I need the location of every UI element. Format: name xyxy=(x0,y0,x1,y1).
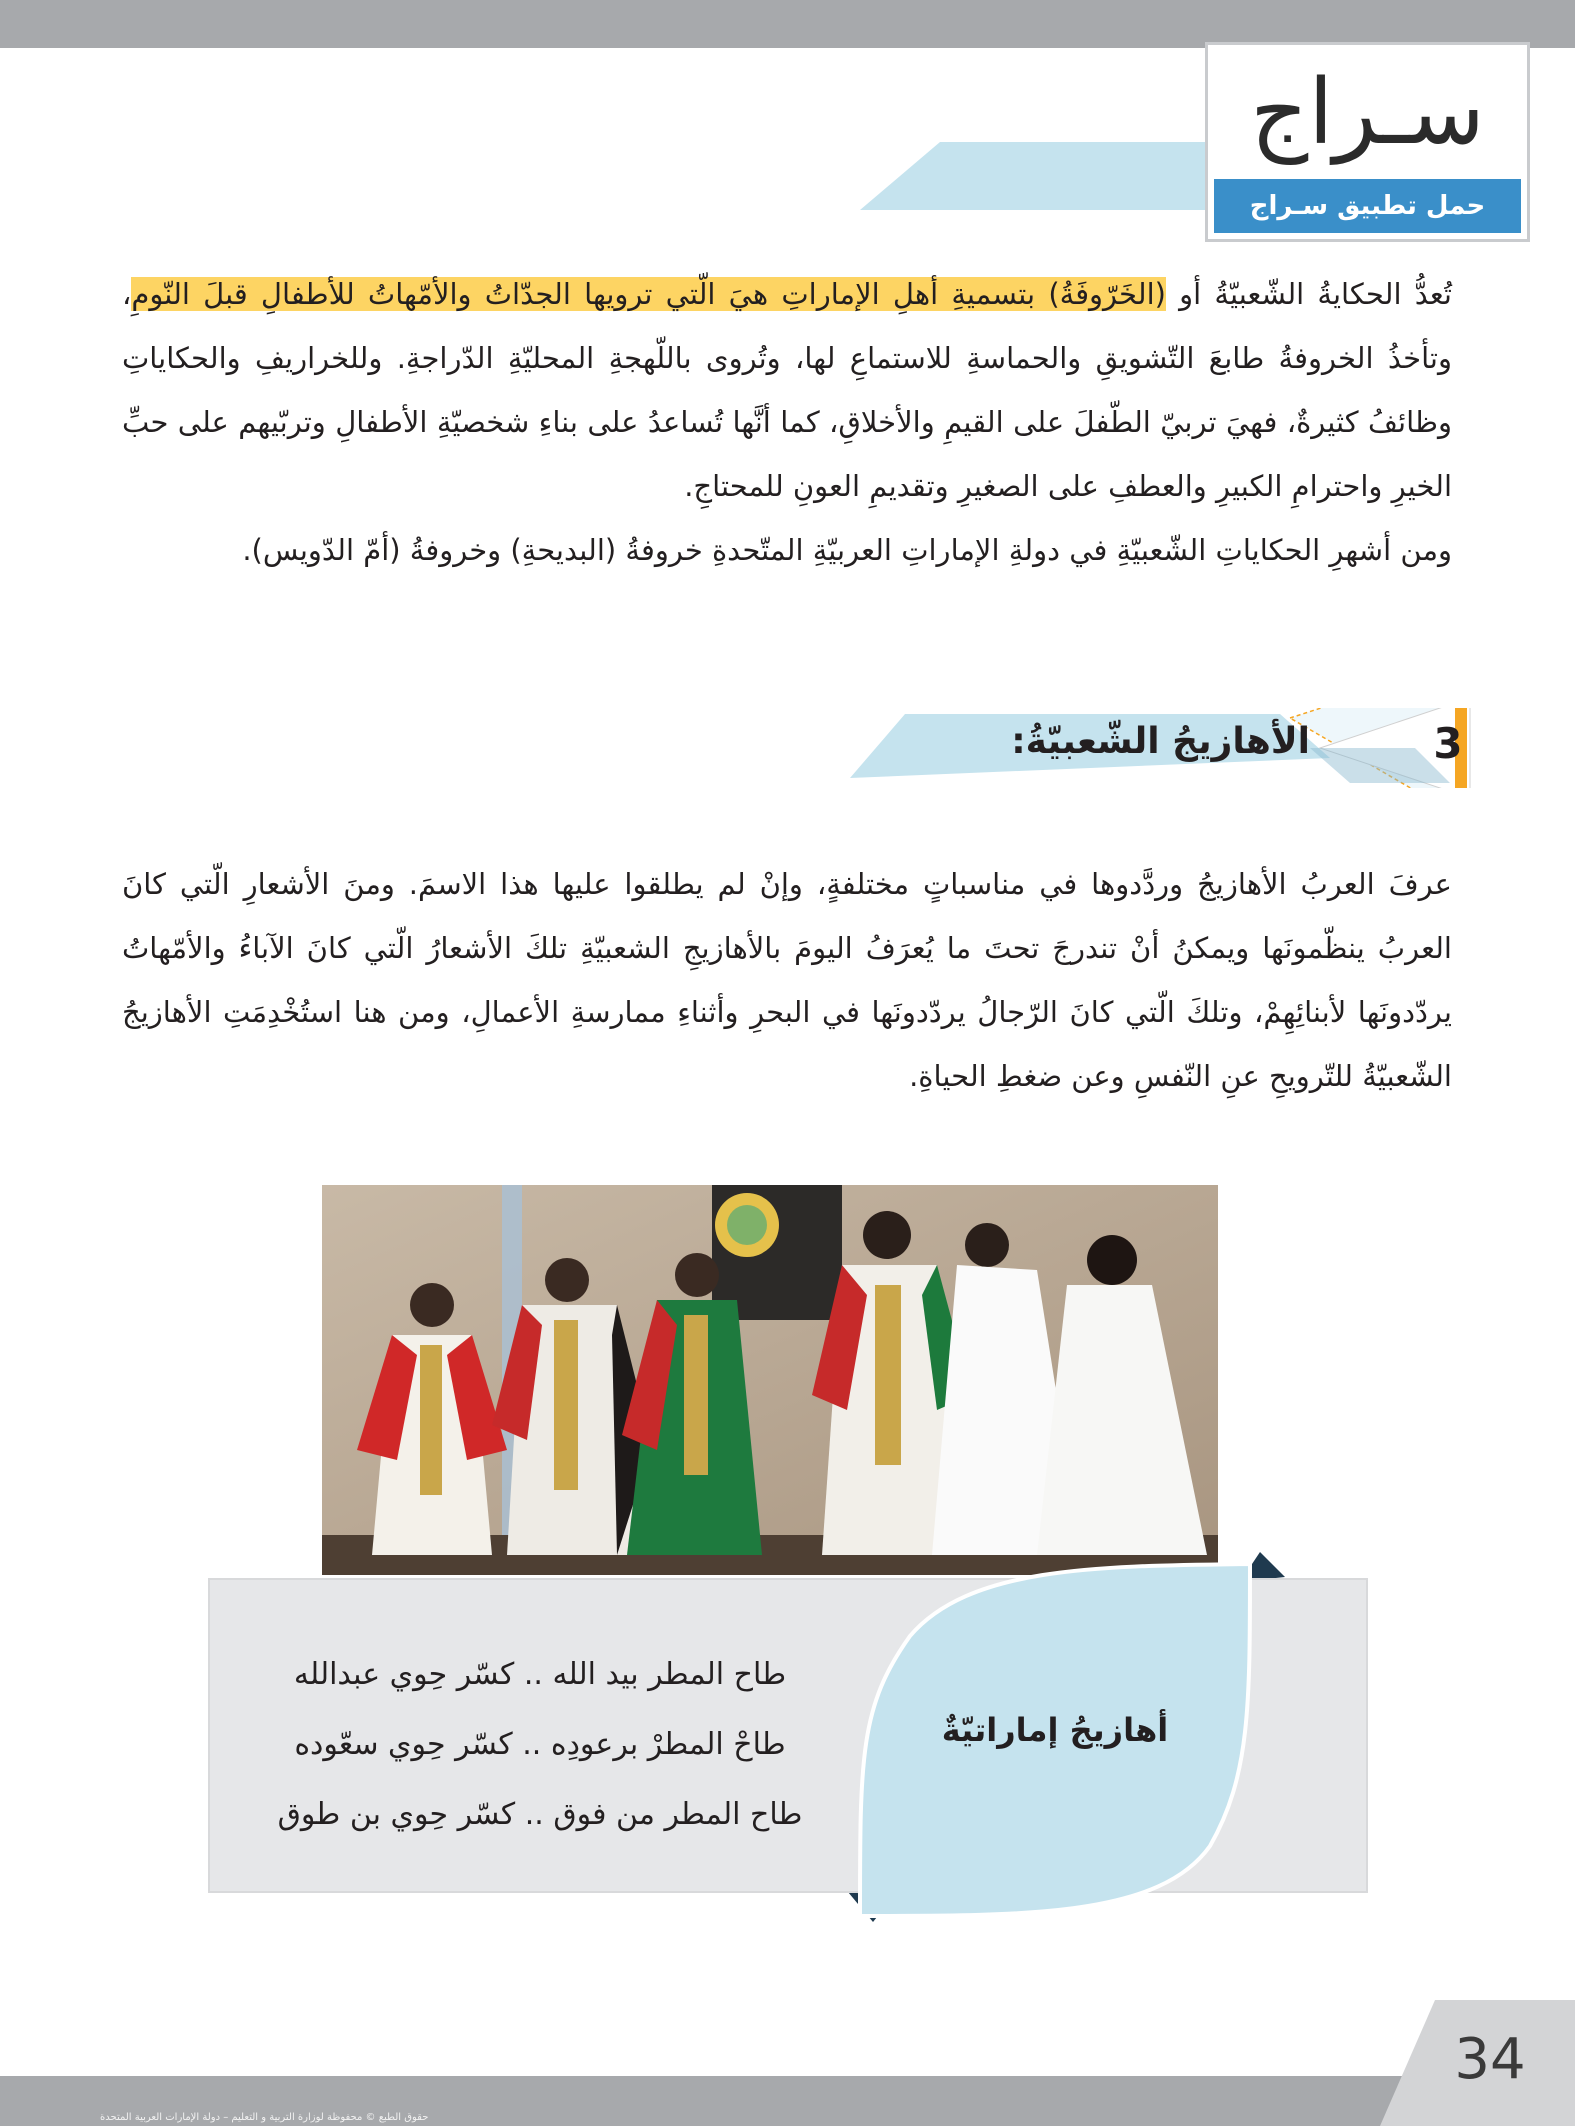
highlighted-text: (الخَرّوفَةُ) بتسميةِ أهلِ الإماراتِ هيَ الّتي ترويها الجدّاتُ والأمّهاتُ للأطفالِ قبلَ النّومِ xyxy=(131,277,1166,311)
poem-line: طاح المطر بيد الله .. كسّر حِوي عبدالله xyxy=(293,1657,787,1692)
top-bar xyxy=(0,0,1575,48)
poem-lines xyxy=(240,1640,840,1850)
copyright-text: حقوق الطبع © محفوظة لوزارة التربية و التعليم – دولة الإمارات العربية المتحدة xyxy=(100,2112,429,2123)
girls-dancing-photo xyxy=(322,1185,1218,1575)
intro-paragraph xyxy=(122,262,1452,582)
intro-lead: تُعدُّ الحكايةُ الشّعبيّةُ أو xyxy=(1165,277,1452,311)
poem-line: طاح المطر من فوق .. كسّر حِوي بن طوق xyxy=(277,1797,803,1832)
section-number: 3 xyxy=(1433,719,1463,768)
intro-last-line: ومن أشهرِ الحكاياتِ الشّعبيّةِ في دولةِ الإماراتِ العربيّةِ المتّحدةِ خروفةُ (البديحةِ) وخروفةُ (أمّ الدّويس). xyxy=(242,533,1452,567)
poem-box-title: أهازيجُ إماراتيّةٌ xyxy=(941,1711,1169,1749)
logo-tagline: حمل تطبيق سـراج xyxy=(1214,179,1521,233)
section-title: الأهازيجُ الشّعبيّةُ: xyxy=(1011,721,1310,762)
body-paragraph: عرفَ العربُ الأهازيجُ وردَّدوها في مناسباتٍ مختلفةٍ، وإنْ لم يطلقوا عليها هذا الاسمَ. ومنَ الأشعارِ الّتي كانَ العربُ ينظّمونَها ويمكنُ أنْ تندرجَ تحتَ ما يُعرَفُ اليومَ بالأهازيجِ الشعبيّةِ تلكَ الأشعارُ الّتي كانَ الآباءُ والأمّهاتُ يردّدونَها لأبنائِهِمْ، وتلكَ الّتي كانَ الرّجالُ يردّدونَها في البحرِ وأثناءِ ممارسةِ الأعمالِ، ومن هنا استُخْدِمَتِ الأهازيجُ الشّعبيّةُ للتّرويحِ عنِ النّفسِ وعن ضغطِ الحياةِ. xyxy=(122,867,1452,1093)
poem-line: طاحْ المطرْ برعودِه .. كسّر حِوي سعّوده xyxy=(294,1727,786,1762)
siraj-logo[interactable] xyxy=(1205,42,1530,242)
logo-word: سـراج xyxy=(1250,59,1485,165)
page-number: 34 xyxy=(1454,2027,1526,2092)
intro-rest: ، وتأخذُ الخروفةُ طابعَ التّشويقِ والحماسةِ للاستماعِ لها، وتُروى باللّهجةِ المحليّةِ الدّراجةِ. وللخراريفِ والحكاياتِ وظائفُ كثيرةٌ، فهيَ تربيّ الطّفلَ على القيمِ والأخلاقِ، كما أنَّها تُساعدُ على بناءِ شخصيّةِ الأطفالِ وتربّيهم على حبِّ الخيرِ واحترامِ الكبيرِ والعطفِ على الصغيرِ وتقديمِ العونِ للمحتاجِ. xyxy=(122,277,1452,503)
